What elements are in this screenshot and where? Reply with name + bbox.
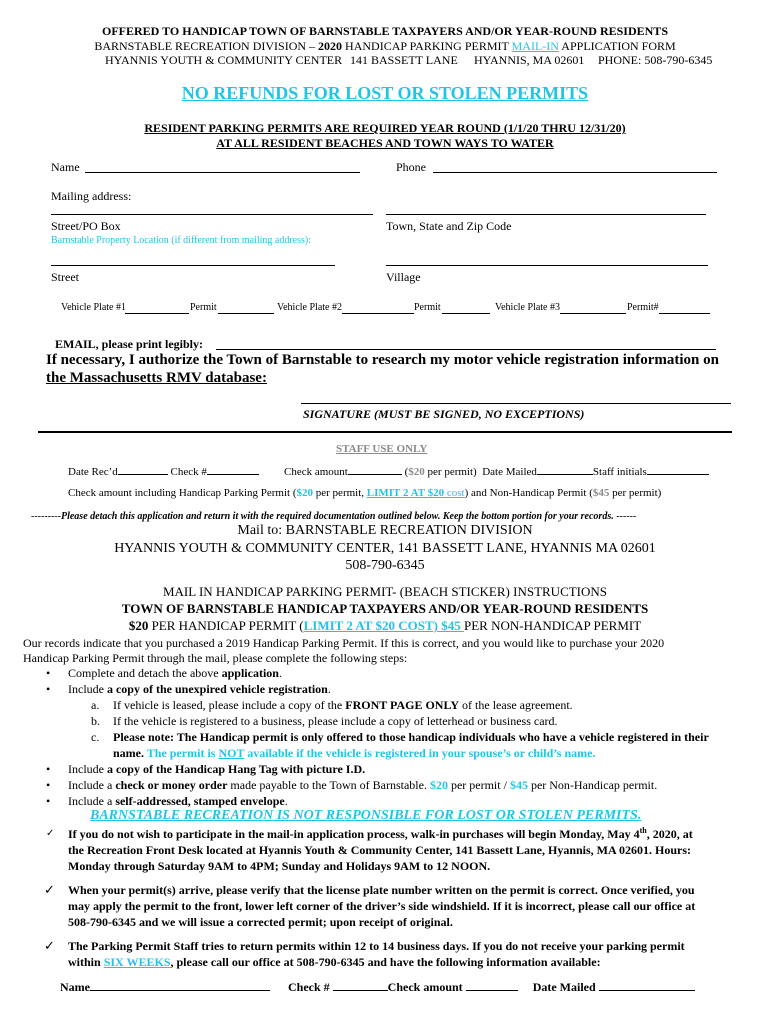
step-4-b: check or money order <box>115 778 228 792</box>
staff-row-1 <box>68 464 259 478</box>
authorize-line-1: If necessary, I authorize the Town of Barnstable to research my motor vehicle registration information on <box>46 352 719 368</box>
name-field[interactable] <box>85 172 360 173</box>
substep-c-not: NOT <box>218 746 245 760</box>
header-line1: OFFERED TO HANDICAP TOWN OF BARNSTABLE TAXPAYERS AND/OR YEAR-ROUND RESIDENTS <box>102 24 668 38</box>
price-text: PER HANDICAP PERMIT ( <box>148 618 304 633</box>
street-po-field[interactable] <box>51 214 373 215</box>
footer-date-mailed-field[interactable] <box>599 980 695 991</box>
step-1-b: application <box>221 666 279 680</box>
street-po-label: Street/PO Box <box>51 219 121 233</box>
authorize-line-2: the Massachusetts RMV database: <box>46 370 267 386</box>
check-number-field[interactable] <box>207 464 259 475</box>
footer-date-mailed-label: Date Mailed <box>532 980 596 994</box>
staff-fee-20: $20 <box>408 466 425 478</box>
date-mailed-field[interactable] <box>537 464 593 475</box>
incl-text: Check amount including Handicap Parking Permit ( <box>68 487 297 499</box>
permit-3-field[interactable] <box>659 313 710 314</box>
not-responsible-notice: BARNSTABLE RECREATION IS NOT RESPONSIBLE FOR LOST OR STOLEN PERMITS. <box>90 808 642 823</box>
price-limit: LIMIT 2 AT $20 COST) $45 <box>303 618 464 633</box>
incl-cost: cost <box>446 487 465 499</box>
staff-per-permit: per permit) <box>424 466 477 478</box>
mail-to-line-1: Mail to: BARNSTABLE RECREATION DIVISION <box>237 523 533 538</box>
substep-a-2: FRONT PAGE ONLY <box>345 698 460 712</box>
bullet-icon: • <box>46 682 51 696</box>
substep-c-rest: available if the vehicle is registered in your spouse’s or child’s name. <box>244 746 596 760</box>
header-phone: PHONE: 508-790-6345 <box>598 53 713 67</box>
bullet-icon: • <box>46 762 51 776</box>
substep-a-label: a. <box>91 698 100 712</box>
phone-field[interactable] <box>433 172 717 173</box>
step-3 <box>68 762 365 777</box>
vehicle-plate-1-label: Vehicle Plate #1 <box>61 302 126 313</box>
step-2 <box>68 682 331 697</box>
walkin-a: If you do not wish to participate in the mail-in application process, walk-in purchases will begin Monday, May 4 <box>68 827 640 841</box>
name-label: Name <box>51 160 80 174</box>
date-recd-field[interactable] <box>118 464 168 475</box>
mailing-address-label: Mailing address: <box>51 189 132 203</box>
step-2-c: . <box>327 682 331 696</box>
verify-line-3: 508-790-6345 and we will issue a corrected permit; upon receipt of original. <box>68 915 453 929</box>
detach-dashes-left: --------- <box>31 511 61 522</box>
header-address-1: HYANNIS YOUTH & COMMUNITY CENTER <box>105 53 343 67</box>
verify-line-2: may apply the permit to the front, lower left corner of the driver’s side windshield. If it is incorrect, please call our office at <box>68 899 696 913</box>
incl-fee-45: $45 <box>592 487 610 499</box>
staff-initials-label: Staff initials <box>592 466 647 478</box>
incl-end: per permit) <box>609 487 662 499</box>
substep-b-label: b. <box>91 714 100 728</box>
footer-name-field[interactable] <box>90 980 270 991</box>
incl-and: ) and Non-Handicap Permit ( <box>464 487 593 499</box>
step-1-c: . <box>278 666 282 680</box>
check-number-label: Check # <box>170 466 207 478</box>
staff-row-2 <box>68 487 661 499</box>
price-non-handicap: PER NON-HANDICAP PERMIT <box>463 618 642 633</box>
step-4-fee-45: $45 <box>509 778 528 792</box>
walkin-b: , 2020, at <box>646 827 693 841</box>
substep-c-line-2 <box>113 746 595 761</box>
detach-line <box>31 511 636 522</box>
return-six-weeks: SIX WEEKS <box>103 955 171 969</box>
footer-check-amount-field[interactable] <box>466 980 518 991</box>
permit-2-label: Permit <box>414 302 441 313</box>
return-rest: , please call our office at 508-790-6345 and have the following information available: <box>170 955 601 969</box>
step-2-b: a copy of the unexpired vehicle registration <box>106 682 328 696</box>
substep-c-permit: The permit is <box>146 746 219 760</box>
footer-check-field[interactable] <box>333 980 388 991</box>
email-field[interactable] <box>216 349 716 350</box>
phone-label: Phone <box>396 160 426 174</box>
check-amount-label: Check amount <box>284 466 348 478</box>
incl-per: per permit, <box>313 487 367 499</box>
town-state-zip-field[interactable] <box>386 214 706 215</box>
signature-label: SIGNATURE (MUST BE SIGNED, NO EXCEPTIONS) <box>303 407 585 421</box>
substep-a-1: If vehicle is leased, please include a copy of the <box>113 698 346 712</box>
permit-1-label: Permit <box>190 302 217 313</box>
substep-a <box>113 698 573 713</box>
mail-to-phone: 508-790-6345 <box>345 558 425 573</box>
walkin-line-3: Monday through Saturday 9AM to 4PM; Sunday and Holidays 9AM to 12 NOON. <box>68 859 491 873</box>
vehicle-plate-2-label: Vehicle Plate #2 <box>277 302 342 313</box>
substep-c-line-1: Please note: The Handicap permit is only offered to those handicap individuals who have a vehicle registered in their <box>113 730 709 744</box>
vehicle-plate-1-field[interactable] <box>125 313 189 314</box>
instructions-subtitle: TOWN OF BARNSTABLE HANDICAP TAXPAYERS AND/OR YEAR-ROUND RESIDENTS <box>121 601 649 616</box>
mail-to-line-2: HYANNIS YOUTH & COMMUNITY CENTER, 141 BASSETT LANE, HYANNIS MA 02601 <box>114 541 656 556</box>
price-20: $20 <box>128 618 149 633</box>
checkmark-icon: ✓ <box>44 938 55 953</box>
footer-row <box>60 980 695 995</box>
checkmark-icon: ✓ <box>46 828 55 839</box>
header-line2 <box>0 39 770 54</box>
header-address-2: 141 BASSETT LANE <box>350 53 458 67</box>
bullet-icon: • <box>46 794 51 808</box>
header-year: 2020 <box>318 39 343 53</box>
header-line2-e: APPLICATION FORM <box>558 39 676 53</box>
vehicle-plate-3-label: Vehicle Plate #3 <box>495 302 560 313</box>
no-refunds-heading: NO REFUNDS FOR LOST OR STOLEN PERMITS <box>181 83 589 103</box>
property-village-field[interactable] <box>386 265 708 266</box>
return-line-2 <box>68 955 601 970</box>
detach-dashes-right: ------ <box>613 511 637 522</box>
step-2-a: Include <box>68 682 107 696</box>
return-within: within <box>68 955 104 969</box>
intro-line-2: Handicap Parking Permit through the mail, please complete the following steps: <box>23 651 408 665</box>
staff-initials-field[interactable] <box>647 464 709 475</box>
footer-name-label: Name <box>60 980 90 994</box>
vehicle-plate-3-field[interactable] <box>560 313 626 314</box>
walkin-line-2: the Recreation Front Desk located at Hyannis Youth & Community Center, 141 Bassett Lane, Hyannis, MA 02601. Hours: <box>68 843 691 857</box>
step-4-c: made payable to the Town of Barnstable. <box>227 778 430 792</box>
permit-1-field[interactable] <box>218 313 274 314</box>
incl-fee-20: $20 <box>296 487 314 499</box>
property-village-label: Village <box>386 270 421 284</box>
header-mail-in: MAIL-IN <box>511 39 559 53</box>
permit-2-field[interactable] <box>442 313 490 314</box>
step-4-g: per Non-Handicap permit. <box>527 778 658 792</box>
checkmark-icon: ✓ <box>44 882 55 897</box>
step-5-a: Include a <box>68 794 116 808</box>
footer-check-label: Check # <box>288 980 330 994</box>
step-3-a: Include <box>68 762 107 776</box>
instructions-title: MAIL IN HANDICAP PARKING PERMIT- (BEACH STICKER) INSTRUCTIONS <box>162 584 608 599</box>
permit-3-label: Permit# <box>627 302 659 313</box>
email-label: EMAIL, please print legibly: <box>55 337 204 351</box>
header-address-3: HYANNIS, MA 02601 <box>474 53 585 67</box>
step-5 <box>68 794 288 809</box>
step-4 <box>68 778 657 793</box>
staff-use-heading: STAFF USE ONLY <box>336 443 428 455</box>
instructions-price <box>0 618 770 634</box>
step-1-a: Complete and detach the above <box>68 666 222 680</box>
step-4-e: per permit / <box>447 778 510 792</box>
detach-text: Please detach this application and return it with the required documentation outlined below. Keep the bottom portion for your records. <box>60 511 614 522</box>
step-4-fee-20: $20 <box>429 778 448 792</box>
substep-b: If the vehicle is registered to a business, please include a copy of letterhead or business card. <box>113 714 558 728</box>
substep-c-name: name. <box>113 746 147 760</box>
walkin-sup: th <box>639 826 647 835</box>
property-location-label: Barnstable Property Location (if different from mailing address): <box>51 235 312 246</box>
staff-paren-open: ( <box>404 466 409 478</box>
date-mailed-label: Date Mailed <box>482 466 537 478</box>
substep-c-label: c. <box>91 730 100 744</box>
intro-line-1: Our records indicate that you purchased a 2019 Handicap Parking Permit. If this is correct, and you would like to purchase your 2020 <box>23 636 665 650</box>
substep-a-3: of the lease agreement. <box>459 698 573 712</box>
step-4-a: Include a <box>68 778 116 792</box>
vehicle-plate-2-field[interactable] <box>342 313 414 314</box>
verify-line-1: When your permit(s) arrive, please verify that the license plate number written on the permit is correct. Once verified, you <box>68 883 695 897</box>
date-recd-label: Date Rec’d <box>68 466 118 478</box>
incl-limit: LIMIT 2 AT $20 <box>366 487 447 499</box>
header-line2-a: BARNSTABLE RECREATION DIVISION – <box>94 39 319 53</box>
town-state-zip-label: Town, State and Zip Code <box>386 219 512 233</box>
return-line-1: The Parking Permit Staff tries to return permits within 12 to 14 business days. If you do not receive your parking permit <box>68 939 685 953</box>
staff-row-1b <box>284 464 709 478</box>
signature-field[interactable] <box>301 403 731 404</box>
bullet-icon: • <box>46 778 51 792</box>
step-5-b: self-addressed, stamped envelope <box>115 794 285 808</box>
check-amount-field[interactable] <box>348 464 402 475</box>
step-5-c: . <box>284 794 288 808</box>
walkin-line-1 <box>68 826 693 842</box>
required-line-1: RESIDENT PARKING PERMITS ARE REQUIRED YEAR ROUND (1/1/20 THRU 12/31/20) <box>144 121 626 135</box>
property-street-label: Street <box>51 270 79 284</box>
header-line2-c: HANDICAP PARKING PERMIT <box>342 39 512 53</box>
step-1 <box>68 666 282 681</box>
property-street-field[interactable] <box>51 265 335 266</box>
section-divider <box>38 431 732 433</box>
step-3-b: a copy of the Handicap Hang Tag with picture I.D. <box>106 762 366 776</box>
required-line-2: AT ALL RESIDENT BEACHES AND TOWN WAYS TO WATER <box>216 136 554 150</box>
footer-check-amount-label: Check amount <box>387 980 463 994</box>
bullet-icon: • <box>46 666 51 680</box>
